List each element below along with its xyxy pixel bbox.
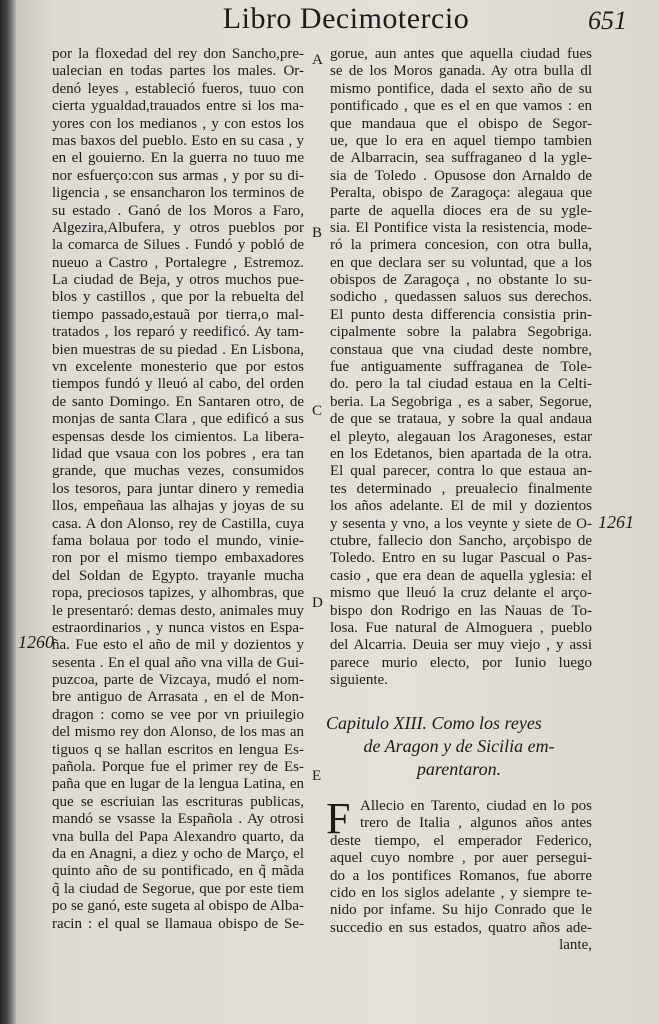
- text-line: racin : el qual se llamaua obispo de Se-: [52, 915, 304, 932]
- text-line: obispos de Zaragoça , no obstante lo su-: [330, 272, 592, 289]
- text-line: grande, que muchas vezes, consumidos: [52, 463, 304, 480]
- text-line: puzcoa, parte de Vizcaya, mudó el nom-: [52, 672, 304, 689]
- text-line: del Alcarria. Deuia ser muy viejo , y assi: [330, 637, 592, 654]
- chapter-heading-line: de Aragon y de Sicilia em-: [363, 736, 555, 756]
- chapter-heading: [326, 712, 592, 781]
- text-line: de que se trataua, y sobre la qual andaua: [330, 411, 592, 428]
- text-line: que mandaua que el obispo de Segor-: [330, 115, 592, 132]
- text-line: vn excelente monesterio que por estos: [52, 359, 304, 376]
- text-line: parece murio electo, por Iunio luego: [330, 654, 592, 671]
- text-line: y sesenta y vno, a los veynte y siete de O-: [330, 515, 592, 532]
- text-line: ualecian en todas partes los males. Or-: [52, 63, 304, 80]
- text-line: mas baxos del pueblo. Esto en su casa , y: [52, 132, 304, 149]
- text-line: tiempo passado,estauã por tierra,o mal-: [52, 306, 304, 323]
- text-line: en el gouierno. En la guerra no tuuo me: [52, 150, 304, 167]
- text-line: beria. La Segobriga , es a saber, Segorue,: [330, 393, 592, 410]
- text-line: trero de Italia , algunos años antes: [360, 815, 592, 832]
- section-marker-a: A: [312, 52, 323, 68]
- text-line: estraordinarios , y nunca vistos en Espa-: [52, 619, 304, 636]
- text-line: sesenta . En el qual año vna villa de Gui-: [52, 654, 304, 671]
- text-line: ña. Fue esto el año de mil y dozientos y: [52, 637, 304, 654]
- text-line: la comarca de Silues . Fundó y pobló de: [52, 237, 304, 254]
- text-line: cipalmente sobre la palabra Segobriga.: [330, 324, 592, 341]
- text-line: bien muestras de su piedad . En Lisbona,: [52, 341, 304, 358]
- text-line: se de los Moros ganada. Ay otra bulla dl: [330, 63, 592, 80]
- text-line: do. pero la tal ciudad estaua en la Celti-: [330, 376, 592, 393]
- text-line: casa. A don Alonso, rey de Castilla, cuya: [52, 515, 304, 532]
- text-line: Allecio en Tarento, ciudad en lo pos: [360, 798, 592, 814]
- text-line: pañola. Porque fue el primer rey de Es-: [52, 759, 304, 776]
- text-line: cierta ygualdad,trauados entre si los ma-: [52, 98, 304, 115]
- text-line: cido en los siglos adelante , y siempre te-: [330, 884, 592, 901]
- text-line: nor esfuerço:con sus armas , y por su di-: [52, 167, 304, 184]
- text-line: en que declara ser su voluntad, que a los: [330, 254, 592, 271]
- margin-year-left: 1260: [18, 632, 54, 652]
- text-line: El punto desta differencia consistia prin-: [330, 306, 592, 323]
- section-marker-d: D: [312, 595, 323, 611]
- text-line: de santo Domingo. En Santaren otro, de: [52, 393, 304, 410]
- text-line: succedio en sus estados, quatro años ade-: [330, 919, 592, 936]
- text-line: Algezira,Albufera, y otros pueblos por: [52, 219, 304, 236]
- text-line: pontificado , que es el en que vamos : en: [330, 98, 592, 115]
- text-line: tiempos fundó y lleuó al cabo, del orden: [52, 376, 304, 393]
- text-line: sia. El Pontifice vista la resistencia, mode-: [330, 219, 592, 236]
- text-line: vna bulla del Papa Alexandro quarto, da: [52, 828, 304, 845]
- text-line: constaua que vna ciudad deste nombre,: [330, 341, 592, 358]
- chapter-body: [330, 798, 592, 955]
- text-line: del Soldan de Egypto. trayanle mucha: [52, 567, 304, 584]
- text-line: parte de aquella dioces era de su ygle-: [330, 202, 592, 219]
- text-line: mismo pontifice, dada el sexto año de su: [330, 80, 592, 97]
- text-line: losa. Fue natural de Almoguera , pueblo: [330, 619, 592, 636]
- section-marker-c: C: [312, 403, 323, 419]
- text-line: que se escriuian las escrituras publicas,: [52, 793, 304, 810]
- text-line: deste tiempo, el emperador Federico,: [330, 832, 592, 849]
- text-line: lidad que vsaua con los pobres , era tan: [52, 445, 304, 462]
- text-line: mismo que lleuó la cruz delante el arço-: [330, 585, 592, 602]
- text-line: bre antiguo de Arrasata , en el de Mon-: [52, 689, 304, 706]
- text-line: paña que en lugar de la lengua Latina, en: [52, 776, 304, 793]
- text-line: fama bolaua por todo el mundo, vinie-: [52, 532, 304, 549]
- text-line: yores con los medianos , y con estos los: [52, 115, 304, 132]
- text-line: llos, empeñaua las alhajas y joyas de su: [52, 498, 304, 515]
- text-line: siguiente.: [330, 672, 388, 689]
- text-line: ue, que lo era en aquel tiempo tambien: [330, 132, 592, 149]
- text-line: bispo don Rodrigo en las Nauas de To-: [330, 602, 592, 619]
- section-marker-b: B: [312, 225, 323, 241]
- text-line: el pleyto, alegauan los Aragoneses, estar: [330, 428, 592, 445]
- text-line: sia de Toledo . Opusose don Arnaldo de: [330, 167, 592, 184]
- text-line: denó leyes , estableció fueros, tuuo con: [52, 80, 304, 97]
- text-line: dragon : como se vee por vn priuilegio: [52, 706, 304, 723]
- text-line: do a los pontifices Romanos, fue aborre: [330, 867, 592, 884]
- text-line: tes determinado , preualecio finalmente: [330, 480, 592, 497]
- text-line: ligencia , se ensancharon los terminos de: [52, 185, 304, 202]
- section-marker-e: E: [312, 768, 322, 784]
- chapter-heading-line: Capitulo XIII. Como los reyes: [326, 713, 542, 733]
- folio-number: 651: [588, 6, 627, 35]
- text-line: Toledo. Entro en su lugar Pascual o Pas-: [330, 550, 592, 567]
- text-line: ron por el mismo tiempo embaxadores: [52, 550, 304, 567]
- book-gutter: [0, 0, 16, 1024]
- margin-year-right: 1261: [598, 512, 634, 532]
- text-line: nueuo a Castro , Portalegre , Estremoz.: [52, 254, 304, 271]
- text-line: nido por infame. Su hijo Conrado que le: [330, 902, 592, 919]
- text-line: casio , que era dean de aquella yglesia: el: [330, 567, 592, 584]
- text-line: tiguos q se hallan escritos en lengua Es-: [52, 741, 304, 758]
- text-line: su estado . Ganó de los Moros a Faro,: [52, 202, 304, 219]
- text-line: ró la primera concesion, con otra bulla,: [330, 237, 592, 254]
- text-line: le presentaró: demas desto, animales muy: [52, 602, 304, 619]
- text-line: monjas de santa Clara , que edificó a sus: [52, 411, 304, 428]
- text-line: ctubre, fallecio don Sancho, arçobispo de: [330, 532, 592, 549]
- text-line: Peralta, obispo de Zaragoça: alegaua que: [330, 185, 592, 202]
- text-line: ropa, preciosos tapizes, y alhombras, que: [52, 585, 304, 602]
- text-line: los tesoros, para juntar dinero y remedia: [52, 480, 304, 497]
- text-line: en los Edetanos, bien apartada de la otra.: [330, 445, 592, 462]
- text-line: fue antiguamente suffraganea de Tole-: [330, 359, 592, 376]
- text-line: La ciudad de Beja, y otros muchos pue-: [52, 272, 304, 289]
- text-line: por la floxedad del rey don Sancho,pre-: [52, 46, 304, 62]
- text-line: sodicho , quedassen saluos sus derechos.: [330, 289, 592, 306]
- text-line: aquel cuyo nombre , por auer persegui-: [330, 850, 592, 867]
- text-line: gorue, aun antes que aquella ciudad fues: [330, 46, 592, 62]
- text-line: po se ganó, este sugeta al obispo de Alba-: [52, 898, 304, 915]
- text-line: mandó se vsasse la Española . Ay otrosi: [52, 811, 304, 828]
- text-line: blos y castillos , que por la rebuelta del: [52, 289, 304, 306]
- drop-cap: F: [326, 794, 351, 843]
- text-line: del mismo rey don Alonso, de los mas an: [52, 724, 304, 741]
- text-line: quinto año de su pontificado, en q̃ mãda: [52, 863, 304, 880]
- chapter-heading-line: parentaron.: [416, 759, 502, 779]
- text-line: tratados , los reparó y reedificó. Ay tam-: [52, 324, 304, 341]
- text-line: espensas desde los cimientos. La libera-: [52, 428, 304, 445]
- text-line: lante,: [559, 937, 592, 954]
- text-line: los años adelante. El de mil y dozientos: [330, 498, 592, 515]
- text-line: El qual parecer, contra lo que estaua an-: [330, 463, 592, 480]
- running-head: Libro Decimotercio: [222, 2, 470, 35]
- left-column: [52, 46, 304, 933]
- right-column: [330, 46, 592, 689]
- text-line: q̃ la ciudad de Segorue, que por este tiem: [52, 880, 304, 897]
- text-line: da en Anagni, a diez y ocho de Março, el: [52, 845, 304, 862]
- text-line: de Albarracin, sea suffraganeo d la ygle-: [330, 150, 592, 167]
